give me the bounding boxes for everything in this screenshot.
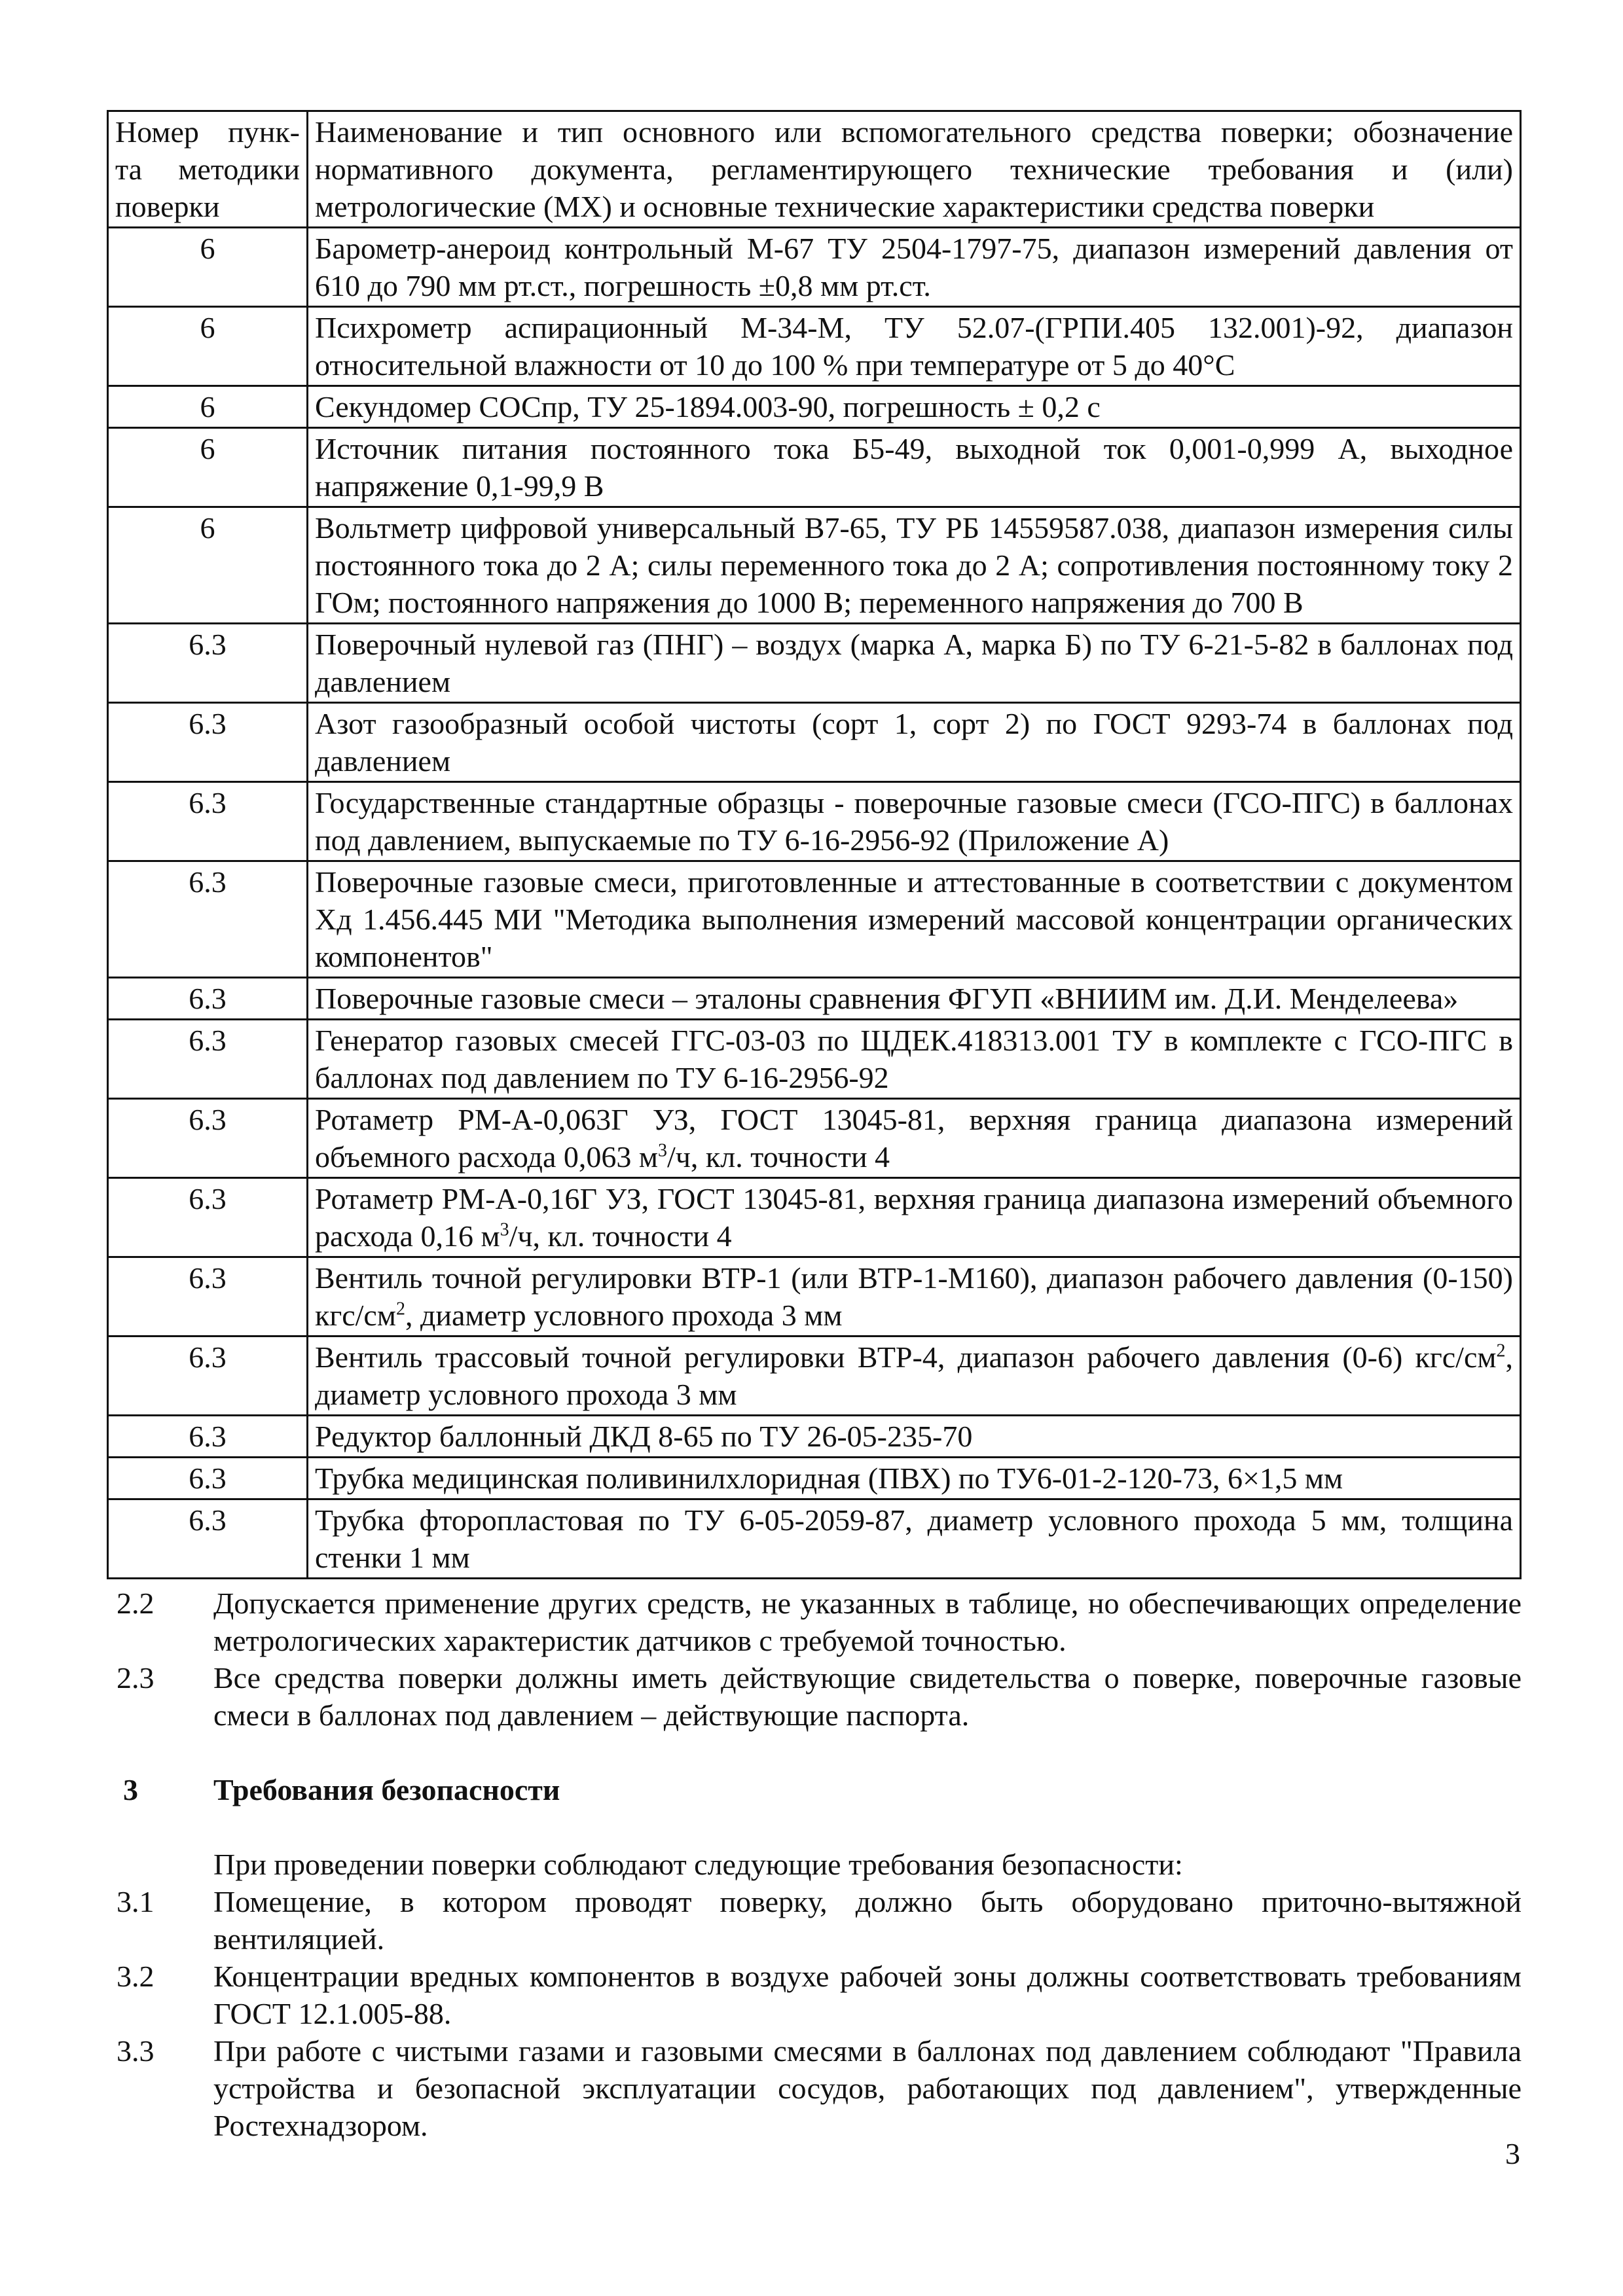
paragraph-text: Концентрации вредных компонентов в воздухе рабочей зоны должны соответствовать требованиям ГОСТ 12.1.005-88.	[213, 1960, 1522, 2030]
description-text: /ч, кл. точности 4	[667, 1140, 890, 1174]
paragraph-2-2	[117, 1585, 1522, 1659]
header-item-number-line: Номер пунк-	[115, 115, 300, 149]
row-tool-description	[308, 1099, 1521, 1178]
table-row	[108, 1099, 1521, 1178]
row-tool-description	[308, 1336, 1521, 1416]
paragraph-number: 3.2	[117, 1960, 155, 1993]
intro-text: При проведении поверки соблюдают следующие требования безопасности:	[213, 1848, 1183, 1881]
row-item-number: 6.3	[108, 1020, 308, 1099]
table-row	[108, 703, 1521, 782]
table-row	[108, 1178, 1521, 1257]
row-item-number: 6	[108, 428, 308, 507]
row-item-number: 6.3	[108, 1257, 308, 1336]
row-item-number: 6.3	[108, 978, 308, 1020]
row-tool-description	[308, 1257, 1521, 1336]
table-row	[108, 1336, 1521, 1416]
description-text: /ч, кл. точности 4	[509, 1219, 732, 1253]
row-item-number: 6.3	[108, 861, 308, 978]
paragraph-number: 2.2	[117, 1587, 155, 1620]
description-text: , диаметр условного прохода 3 мм	[405, 1299, 843, 1332]
table-header-row	[108, 111, 1521, 228]
unit-exponent: 2	[1496, 1340, 1506, 1361]
table-row	[108, 1257, 1521, 1336]
table-row	[108, 307, 1521, 386]
table-row	[108, 861, 1521, 978]
table-row	[108, 1020, 1521, 1099]
section-title: Требования безопасности	[213, 1773, 560, 1806]
row-tool-description: Трубка медицинская поливинилхлоридная (ПВХ) по ТУ6-01-2-120-73, 6×1,5 мм	[308, 1458, 1521, 1499]
table-row	[108, 1458, 1521, 1499]
row-tool-description: Поверочные газовые смеси, приготовленные и аттестованные в соответствии с документом Хд 1.456.445 МИ "Методика выполнения измерений массовой концентрации органических компонентов"	[308, 861, 1521, 978]
row-item-number: 6.3	[108, 703, 308, 782]
unit-exponent: 3	[500, 1219, 509, 1240]
row-tool-description: Генератор газовых смесей ГГС-03-03 по ЩДЕК.418313.001 ТУ в комплекте с ГСО-ПГС в баллонах под давлением по ТУ 6-16-2956-92	[308, 1020, 1521, 1099]
table-row	[108, 228, 1521, 307]
table-row	[108, 507, 1521, 624]
row-tool-description: Редуктор баллонный ДКД 8-65 по ТУ 26-05-235-70	[308, 1416, 1521, 1458]
paragraph-text: Допускается применение других средств, не указанных в таблице, но обеспечивающих определение метрологических характеристик датчиков с требуемой точностью.	[213, 1587, 1522, 1657]
table-row	[108, 428, 1521, 507]
row-item-number: 6	[108, 307, 308, 386]
row-item-number: 6.3	[108, 624, 308, 703]
row-tool-description: Поверочный нулевой газ (ПНГ) – воздух (марка А, марка Б) по ТУ 6-21-5-82 в баллонах под давлением	[308, 624, 1521, 703]
body-text	[117, 1585, 1522, 2144]
paragraph-number: 2.3	[117, 1661, 155, 1695]
header-item-number-line: поверки	[115, 190, 220, 223]
description-text: Ротаметр РМ-А-0,063Г УЗ, ГОСТ 13045-81, верхняя граница диапазона измерений объемного расхода 0,063 м	[315, 1103, 1513, 1174]
unit-exponent: 2	[395, 1299, 405, 1319]
table-body	[108, 228, 1521, 1579]
row-item-number: 6.3	[108, 1499, 308, 1579]
verification-tools-table	[107, 110, 1522, 1579]
page-number: 3	[1505, 2137, 1520, 2170]
row-item-number: 6.3	[108, 782, 308, 861]
row-tool-description: Азот газообразный особой чистоты (сорт 1, сорт 2) по ГОСТ 9293-74 в баллонах под давлением	[308, 703, 1521, 782]
paragraph-3-3	[117, 2032, 1522, 2144]
row-item-number: 6	[108, 507, 308, 624]
header-item-number	[108, 111, 308, 228]
row-tool-description: Вольтметр цифровой универсальный В7-65, ТУ РБ 14559587.038, диапазон измерения силы постоянного тока до 2 А; силы переменного тока до 2 А; сопротивления постоянному току 2 ГОм; постоянного напряжения до 1000 В; переменного напряжения до 700 В	[308, 507, 1521, 624]
paragraph-2-3	[117, 1659, 1522, 1734]
paragraph-text: Все средства поверки должны иметь действующие свидетельства о поверке, поверочные газовые смеси в баллонах под давлением – действующие паспорта.	[213, 1661, 1522, 1732]
paragraph-number: 3.3	[117, 2034, 155, 2068]
row-tool-description: Источник питания постоянного тока Б5-49, выходной ток 0,001-0,999 А, выходное напряжение 0,1-99,9 В	[308, 428, 1521, 507]
description-text: , диаметр условного прохода 3 мм	[315, 1340, 1513, 1411]
paragraph-3-2	[117, 1958, 1522, 2032]
unit-exponent: 3	[658, 1140, 667, 1161]
description-text: Вентиль трассовый точной регулировки ВТР-4, диапазон рабочего давления (0-6) кгс/см	[315, 1340, 1497, 1374]
row-item-number: 6	[108, 386, 308, 428]
row-item-number: 6.3	[108, 1178, 308, 1257]
paragraph-text: При работе с чистыми газами и газовыми смесями в баллонах под давлением соблюдают "Правила устройства и безопасной эксплуатации сосудов, работающих под давлением", утвержденные Ростехнадзором.	[213, 2034, 1522, 2142]
table-row	[108, 1499, 1521, 1579]
table-row	[108, 624, 1521, 703]
section-3-intro	[117, 1846, 1522, 1883]
row-tool-description: Трубка фторопластовая по ТУ 6-05-2059-87, диаметр условного прохода 5 мм, толщина стенки 1 мм	[308, 1499, 1521, 1579]
row-tool-description: Государственные стандартные образцы - поверочные газовые смеси (ГСО-ПГС) в баллонах под давлением, выпускаемые по ТУ 6-16-2956-92 (Приложение А)	[308, 782, 1521, 861]
table-row	[108, 386, 1521, 428]
row-item-number: 6.3	[108, 1416, 308, 1458]
description-text: Ротаметр РМ-А-0,16Г УЗ, ГОСТ 13045-81, верхняя граница диапазона измерений объемного расхода 0,16 м	[315, 1182, 1513, 1253]
row-tool-description: Секундомер СОСпр, ТУ 25-1894.003-90, погрешность ± 0,2 с	[308, 386, 1521, 428]
paragraph-number: 3.1	[117, 1885, 155, 1918]
section-number: 3	[123, 1773, 138, 1806]
table-row	[108, 782, 1521, 861]
paragraph-text: Помещение, в котором проводят поверку, должно быть оборудовано приточно-вытяжной вентиляцией.	[213, 1885, 1522, 1956]
section-3-heading	[117, 1771, 1522, 1808]
row-tool-description	[308, 1178, 1521, 1257]
row-tool-description: Поверочные газовые смеси – эталоны сравнения ФГУП «ВНИИМ им. Д.И. Менделеева»	[308, 978, 1521, 1020]
row-tool-description: Барометр-анероид контрольный М-67 ТУ 2504-1797-75, диапазон измерений давления от 610 до 790 мм рт.ст., погрешность ±0,8 мм рт.ст.	[308, 228, 1521, 307]
paragraph-3-1	[117, 1883, 1522, 1958]
description-text: Вентиль точной регулировки ВТР-1 (или ВТР-1-М160), диапазон рабочего давления (0-150) кгс/см	[315, 1261, 1513, 1332]
row-item-number: 6	[108, 228, 308, 307]
row-item-number: 6.3	[108, 1336, 308, 1416]
header-tool-description: Наименование и тип основного или вспомогательного средства поверки; обозначение нормативного документа, регламентирующего технические требования и (или) метрологические (МХ) и основные технические характеристики средства поверки	[308, 111, 1521, 228]
header-item-number-line: та методики	[115, 152, 300, 186]
row-item-number: 6.3	[108, 1458, 308, 1499]
row-tool-description: Психрометр аспирационный М-34-М, ТУ 52.07-(ГРПИ.405 132.001)-92, диапазон относительной влажности от 10 до 100 % при температуре от 5 до 40°С	[308, 307, 1521, 386]
row-item-number: 6.3	[108, 1099, 308, 1178]
table-row	[108, 978, 1521, 1020]
table-row	[108, 1416, 1521, 1458]
